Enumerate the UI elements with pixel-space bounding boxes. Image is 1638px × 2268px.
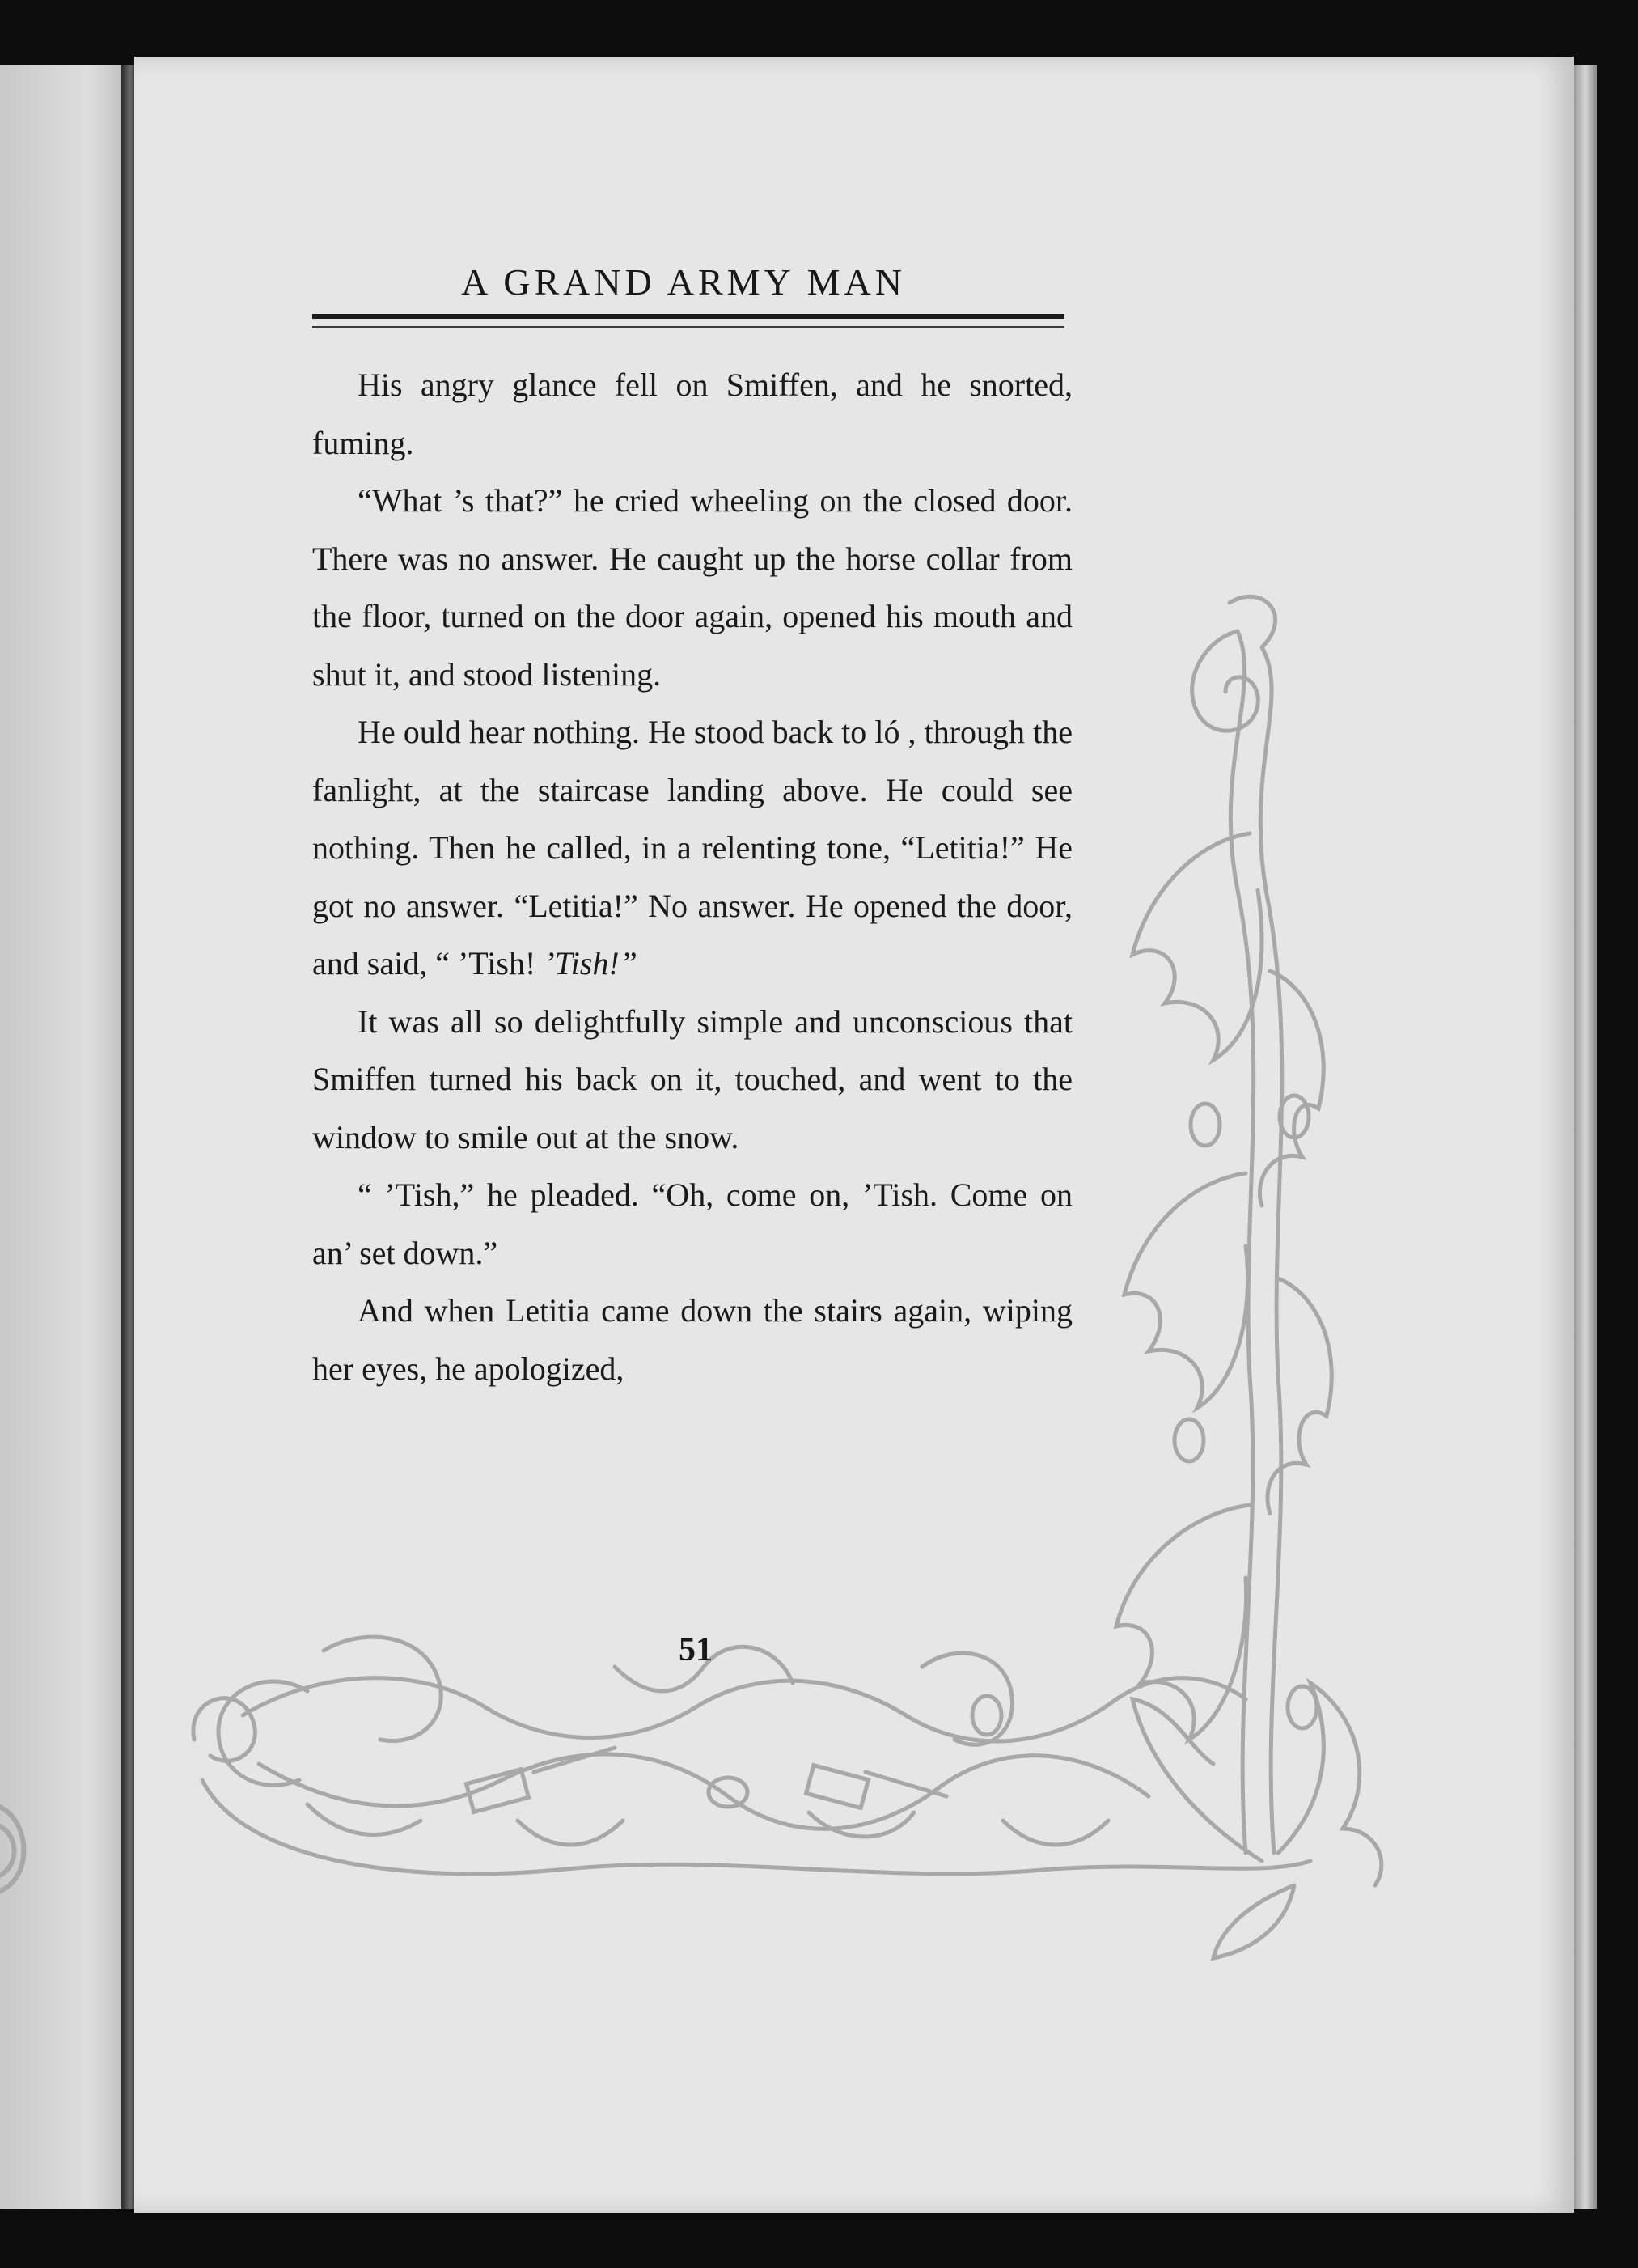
paragraph: His angry glance fell on Smiffen, and he snorted, fuming. — [312, 367, 1073, 461]
paragraph: He ould hear nothing. He stood back to ló , through the fanlight, at the staircase landing above. He could see nothing. Then he called, in a relenting tone, “Letitia!” He got no answer. “Letitia!” No answer. He opened the door, and said, “ ’Tish! ’Tish!” — [312, 714, 1073, 981]
header-rule-thick — [312, 314, 1064, 319]
paragraph: “What ’s that?” he cried wheeling on the closed door. There was no answer. He caught up the horse collar from the floor, turned on the door again, opened his mouth and shut it, and stood listening. — [312, 482, 1073, 693]
paragraph: And when Letitia came down the stairs again, wiping her eyes, he apologized, — [312, 1292, 1073, 1387]
body-text — [312, 356, 1073, 1397]
running-head: A GRAND ARMY MAN — [461, 261, 906, 303]
paragraph: It was all so delightfully simple and unconscious that Smiffen turned his back on it, touched, and went to the window to smile out at the snow. — [312, 1003, 1073, 1155]
header-rule-thin — [312, 326, 1064, 328]
page-number: 51 — [679, 1631, 713, 1668]
paragraph: “ ’Tish,” he pleaded. “Oh, come on, ’Tish. Come on an’ set down.” — [312, 1176, 1073, 1271]
italic-text: ’Tish!” — [544, 945, 637, 981]
